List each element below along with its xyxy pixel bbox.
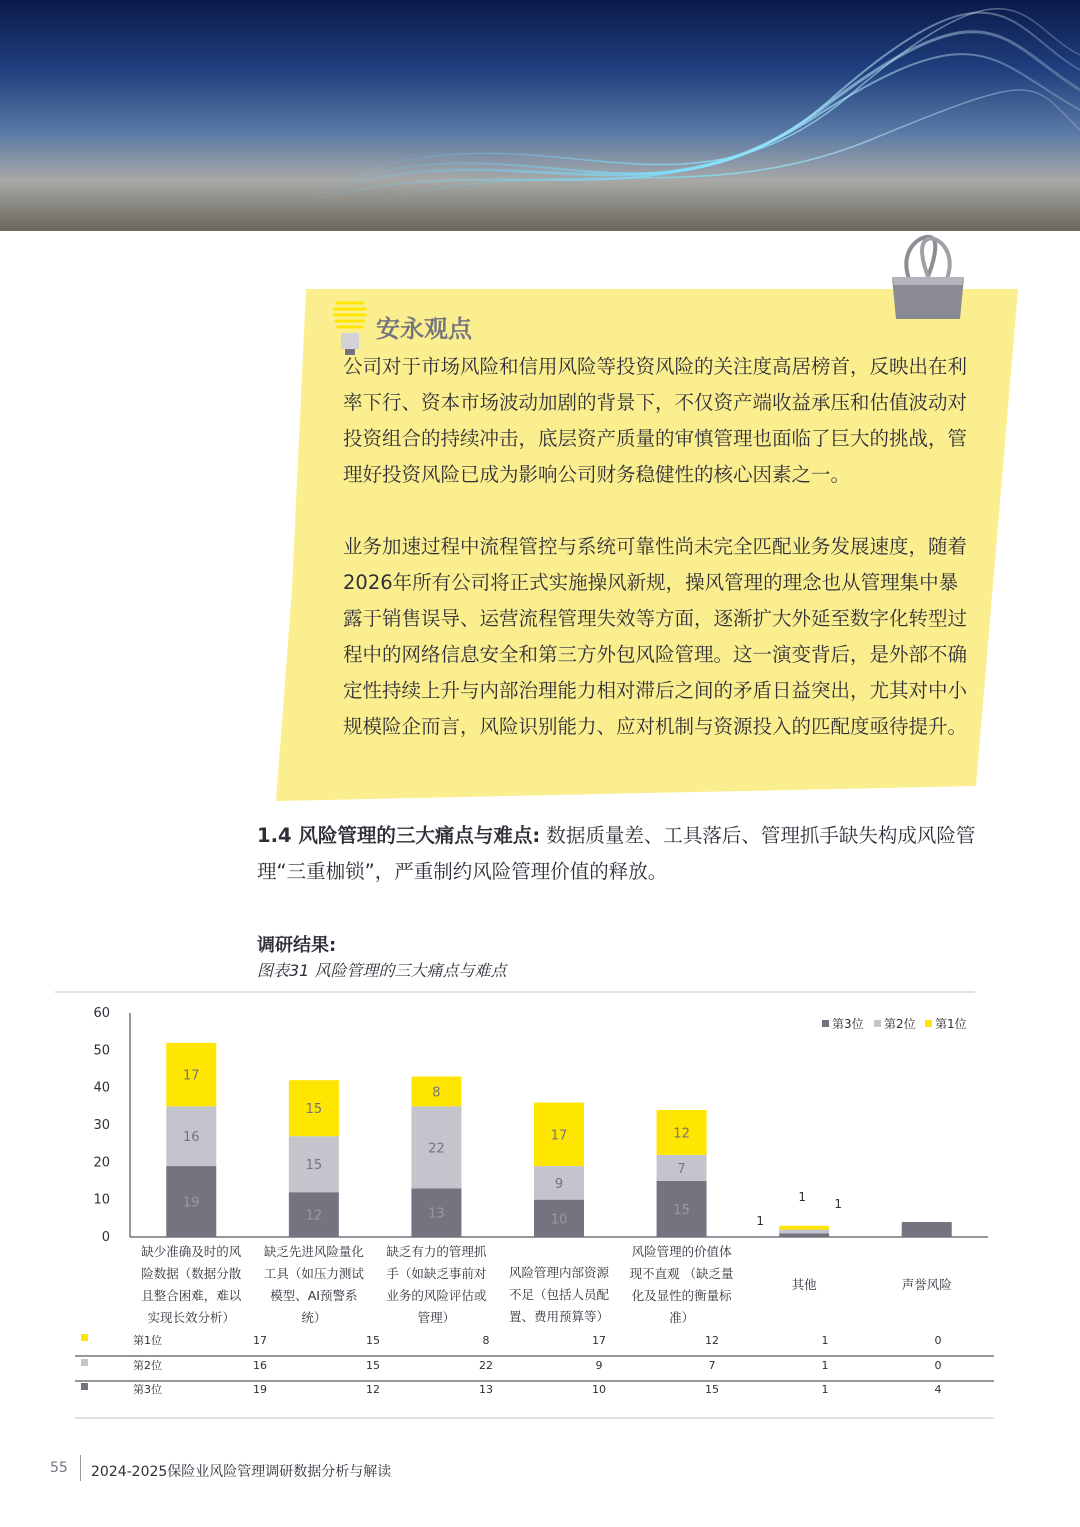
data-label: 1: [834, 1197, 842, 1211]
category-label: 其他: [791, 1277, 817, 1292]
data-label: 9: [554, 1176, 564, 1192]
table-cell: 9: [595, 1359, 603, 1372]
category-label: 且整合困难，难以: [141, 1288, 242, 1303]
survey-result-label: 调研结果:: [257, 935, 337, 956]
bar-segment: [779, 1233, 829, 1237]
note-title: 安永观点: [376, 315, 472, 343]
category-label: 工具（如压力测试: [263, 1266, 364, 1281]
category-label: 风险管理的价值体: [631, 1244, 732, 1259]
table-cell: 15: [705, 1383, 719, 1396]
table-row-marker: [81, 1359, 88, 1366]
section-heading-title: 1.4 风险管理的三大痛点与难点:: [257, 824, 541, 847]
data-label: 17: [183, 1068, 200, 1084]
category-label: 缺少准确及时的风: [141, 1244, 242, 1259]
data-label: 10: [550, 1212, 568, 1228]
category-label: 模型、AI预警系: [270, 1288, 358, 1303]
note-paragraph-1: 公司对于市场风险和信用风险等投资风险的关注度高居榜首，反映出在利率下行、资本市场波动加剧的背景下，不仅资产端收益承压和估值波动对投资组合的持续冲击，底层资产质量的审慎管理也面临了巨大的挑战，管理好投资风险已成为影响公司财务稳健性的核心因素之一。: [343, 355, 968, 486]
note-paragraph-2: 业务加速过程中流程管控与系统可靠性尚未完全匹配业务发展速度，随着2026年所有公司将正式实施操风新规，操风管理的理念也从管理集中暴露于销售误导、运营流程管理失效等方面，逐渐扩大外延至数字化转型过程中的网络信息安全和第三方外包风险管理。这一演变背后，是外部不确定性持续上升与内部治理能力相对滞后之间的矛盾日益突出，尤其对中小规模险企而言，风险识别能力、应对机制与资源投入的匹配度亟待提升。: [343, 535, 968, 738]
figure-title: 图表31 风险管理的三大痛点与难点: [257, 961, 507, 980]
bar-segment: [779, 1226, 829, 1230]
table-row-marker: [81, 1334, 88, 1341]
table-cell: 16: [253, 1359, 267, 1372]
table-cell: 0: [934, 1334, 942, 1347]
light-bulb-icon: [330, 295, 370, 357]
table-cell: 12: [366, 1383, 380, 1396]
table-cell: 1: [821, 1359, 829, 1372]
footer-title: 2024-2025保险业风险管理调研数据分析与解读: [91, 1464, 392, 1480]
data-label: 16: [183, 1130, 200, 1146]
bar-segment: [779, 1230, 829, 1234]
binder-clip-icon: [888, 233, 968, 323]
section-heading-text: 数据质量差、工具落后、管理抓手缺失构成风险管理“三重枷锁”，严重制约风险管理价值的释放。: [257, 824, 976, 883]
table-cell: 15: [366, 1359, 380, 1372]
category-label: 声誉风险: [901, 1277, 952, 1292]
table-cell: 17: [253, 1334, 267, 1347]
category-label: 置、费用预算等）: [508, 1309, 610, 1324]
y-tick-label: 60: [93, 1006, 110, 1021]
category-label: 缺乏有力的管理抓: [386, 1244, 487, 1259]
y-tick-label: 20: [93, 1155, 110, 1171]
data-label: 1: [798, 1190, 806, 1204]
category-label: 统）: [301, 1310, 327, 1325]
category-label: 业务的风险评估或: [386, 1288, 487, 1303]
data-label: 8: [432, 1085, 441, 1101]
category-label: 管理）: [417, 1310, 456, 1325]
data-label: 17: [550, 1128, 568, 1144]
table-cell: 7: [708, 1359, 716, 1372]
page-number: 55: [50, 1460, 68, 1476]
category-label: 不足（包括人员配: [508, 1287, 610, 1302]
category-label: 手（如缺乏事前对: [386, 1266, 487, 1281]
data-label: 12: [673, 1126, 690, 1142]
legend-marker: [925, 1020, 932, 1027]
data-label: 15: [305, 1102, 323, 1118]
table-cell: 19: [253, 1383, 267, 1396]
table-cell: 10: [592, 1383, 606, 1396]
category-label: 缺乏先进风险量化: [263, 1244, 364, 1259]
category-label: 化及显性的衡量标: [631, 1288, 732, 1303]
section-heading: [257, 818, 997, 890]
y-tick-label: 0: [101, 1230, 110, 1245]
legend-marker: [822, 1020, 829, 1027]
pain-points-chart: [0, 988, 1080, 1428]
category-label: 风险管理内部资源: [508, 1265, 610, 1280]
data-label: 4: [922, 1225, 931, 1240]
category-label: 准）: [669, 1310, 695, 1325]
table-cell: 12: [705, 1334, 719, 1347]
table-cell: 13: [479, 1383, 493, 1396]
table-row-label: 第2位: [133, 1359, 162, 1372]
data-label: 12: [305, 1208, 323, 1224]
data-label: 19: [183, 1195, 200, 1211]
footer-divider: [80, 1455, 81, 1481]
table-cell: 1: [821, 1334, 829, 1347]
table-row-marker: [81, 1383, 88, 1390]
category-label: 现不直观 （缺乏量: [629, 1266, 734, 1281]
data-label: 7: [677, 1161, 686, 1177]
table-row-label: 第3位: [133, 1383, 162, 1396]
data-label: 15: [673, 1203, 690, 1218]
category-label: 险数据（数据分散: [141, 1266, 242, 1281]
table-cell: 4: [934, 1383, 942, 1396]
legend-label: 第3位: [832, 1017, 864, 1031]
data-label: 13: [428, 1206, 445, 1222]
y-tick-label: 40: [93, 1080, 110, 1096]
legend-label: 第1位: [935, 1017, 967, 1031]
table-cell: 22: [479, 1359, 493, 1372]
legend-marker: [874, 1020, 881, 1027]
data-label: 1: [756, 1214, 764, 1228]
table-cell: 15: [366, 1334, 380, 1347]
table-cell: 1: [821, 1383, 829, 1396]
legend-label: 第2位: [884, 1017, 916, 1031]
data-label: 15: [305, 1158, 323, 1174]
ey-viewpoint-note: [276, 289, 1020, 801]
table-row-label: 第1位: [133, 1334, 162, 1347]
table-cell: 8: [482, 1334, 490, 1347]
data-label: 22: [428, 1141, 445, 1157]
table-cell: 0: [934, 1359, 942, 1372]
category-label: 实现长效分析）: [147, 1310, 236, 1325]
header-banner-image: [0, 0, 1080, 231]
y-tick-label: 10: [93, 1192, 110, 1208]
y-tick-label: 30: [93, 1118, 110, 1133]
y-tick-label: 50: [93, 1043, 110, 1059]
table-cell: 17: [592, 1334, 606, 1347]
